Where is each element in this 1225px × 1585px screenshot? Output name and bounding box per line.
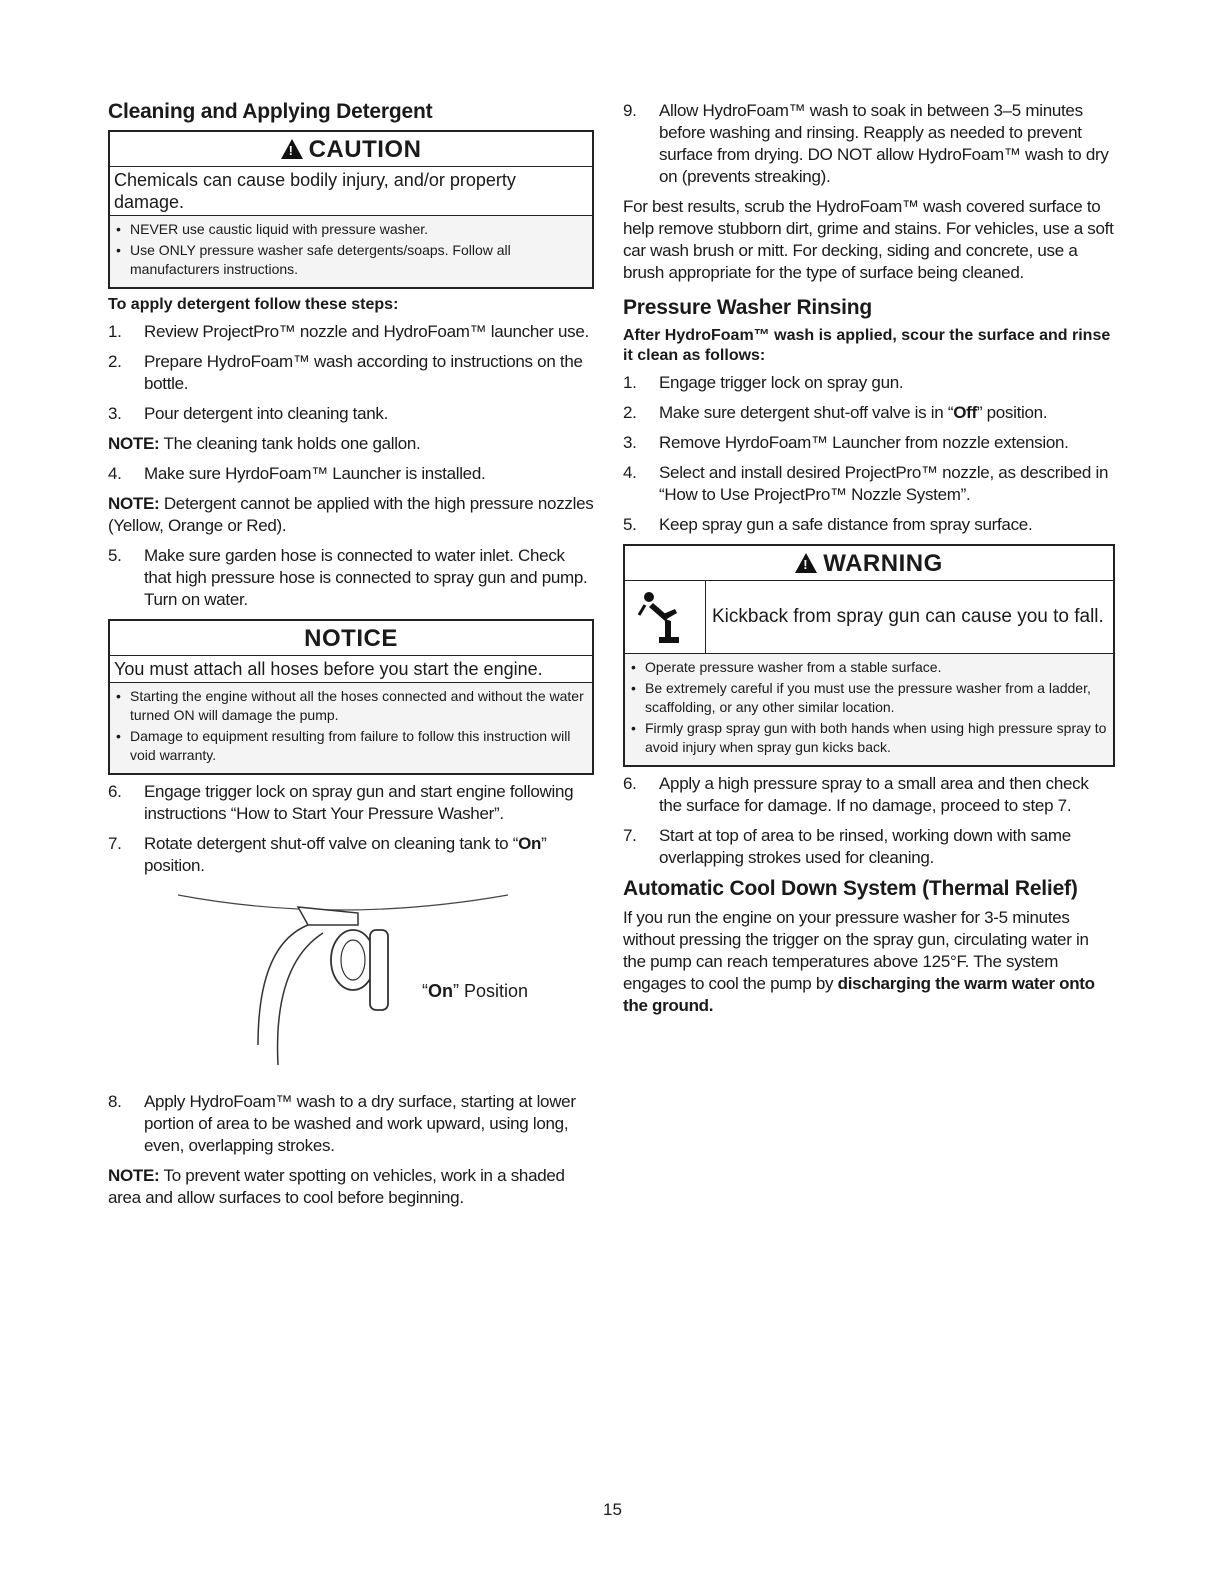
bullet-icon: • [631,720,636,736]
notice-box [108,619,594,775]
warning-title [625,546,1113,581]
best-results-paragraph: For best results, scrub the HydroFoam™ wash covered surface to help remove stubborn dirt, grime and stains. For vehicles, use a soft car wash brush or mitt. For decking, siding and concrete, use a brush appropriate for the type of surface being cleaned. [623,197,1114,282]
thermal-text-bold: discharging the warm water onto the ground. [623,974,1095,1015]
caution-title-text: CAUTION [308,136,422,163]
step-number: 6. [623,774,637,793]
list-item [108,403,594,425]
label-part: ” Position [453,981,529,1001]
falling-person-icon [625,581,706,653]
caution-title [110,132,592,167]
notice-lead: You must attach all hoses before you start the engine. [110,656,592,683]
thermal-text: If you run the engine on your pressure washer for 3-5 minutes without pressing the trigger on the spray gun, circulating water in the pump can reach temperatures above 125°F. The system engages to cool the pump by [623,908,1089,993]
list-item [623,432,1115,454]
hazard-row [625,581,1113,654]
section-heading-rinsing: Pressure Washer Rinsing [623,296,873,319]
list-item [108,321,594,343]
note-label: NOTE: [108,494,160,513]
caution-box [108,130,594,289]
bullet-item [116,241,586,279]
bullet-item [631,658,1107,677]
bullet-item [116,687,586,725]
step-text: Engage trigger lock on spray gun and start engine following instructions “How to Start Your Pressure Washer”. [144,782,574,823]
bullet-text: Operate pressure washer from a stable surface. [645,659,942,675]
step-text-part: Make sure detergent shut-off valve is in “ [659,403,954,422]
step-text-part: ” position. [976,403,1048,422]
steps-intro: To apply detergent follow these steps: [108,296,399,313]
step-number: 3. [108,404,122,423]
step-number: 3. [623,433,637,452]
list-item [623,825,1115,869]
step-text: Remove HyrdoFoam™ Launcher from nozzle extension. [659,433,1069,452]
step-number: 7. [108,834,122,853]
bullet-item [631,679,1107,717]
list-item [108,781,594,825]
step-number: 4. [108,464,122,483]
section-heading-thermal: Automatic Cool Down System (Thermal Relief) [623,877,1078,900]
step-text: Select and install desired ProjectPro™ nozzle, as described in “How to Use ProjectPro™ Nozzle System”. [659,463,1109,504]
step-number: 2. [623,403,637,422]
step-number: 4. [623,463,637,482]
step-text: Engage trigger lock on spray gun. [659,373,904,392]
note-paragraph [108,1165,594,1209]
steps-list-a [108,321,594,611]
note-paragraph [108,493,594,537]
bullet-text: NEVER use caustic liquid with pressure washer. [130,221,429,237]
list-item [108,545,594,611]
list-item [108,463,594,485]
step-text: Review ProjectPro™ nozzle and HydroFoam™ launcher use. [144,322,589,341]
caution-lead: Chemicals can cause bodily injury, and/or property damage. [110,167,592,216]
step-number: 5. [623,515,637,534]
bullet-text: Firmly grasp spray gun with both hands when using high pressure spray to avoid injury when spray gun kicks back. [645,720,1107,755]
section-heading-cleaning: Cleaning and Applying Detergent [108,100,433,123]
list-item [623,773,1115,817]
on-position-label [422,981,528,1002]
label-part: “ [422,981,428,1001]
note-label: NOTE: [108,1166,160,1185]
step-number: 6. [108,782,122,801]
falling-person-svg [635,587,695,647]
step-text: Allow HydroFoam™ wash to soak in between 3–5 minutes before washing and rinsing. Reapply as needed to prevent surface from drying. DO NOT allow HydroFoam™ wash to dry on (prevents streaking). [659,101,1109,186]
notice-bullets [110,683,592,773]
step-text: Start at top of area to be rinsed, working down with same overlapping strokes used for cleaning. [659,826,1071,867]
warning-triangle-icon [795,553,817,573]
list-item [108,351,594,395]
thermal-paragraph [623,907,1115,1017]
hazard-text: Kickback from spray gun can cause you to fall. [712,606,1104,627]
bullet-icon: • [116,728,121,744]
step-text [144,833,594,877]
warning-title-text: WARNING [823,550,943,577]
list-item [623,514,1115,536]
bullet-text: Starting the engine without all the hoses connected and without the water turned ON will damage the pump. [130,688,584,723]
note-text: To prevent water spotting on vehicles, work in a shaded area and allow surfaces to cool before beginning. [108,1166,565,1207]
step9-block [623,100,1115,284]
rinse-steps-b [623,773,1115,869]
rinse-steps [623,372,1115,536]
step-text: Apply a high pressure spray to a small area and then check the surface for damage. If no damage, proceed to step 7. [659,774,1089,815]
right-column [623,100,1115,1017]
step-text: Apply HydroFoam™ wash to a dry surface, starting at lower portion of area to be washed and work upward, using long, even, overlapping strokes. [144,1092,576,1155]
step-text-bold: On [518,834,542,853]
step-text: Keep spray gun a safe distance from spray surface. [659,515,1033,534]
steps-list-c [108,1091,594,1209]
bullet-icon: • [116,688,121,704]
bullet-icon: • [631,680,636,696]
step-number: 9. [623,101,637,120]
caution-bullets [110,216,592,287]
note-text: The cleaning tank holds one gallon. [159,434,421,453]
bullet-item [116,727,586,765]
step-text: Prepare HydroFoam™ wash according to instructions on the bottle. [144,352,583,393]
warning-box [623,544,1115,767]
note-label: NOTE: [108,434,160,453]
rinse-intro: After HydroFoam™ wash is applied, scour the surface and rinse it clean as follows: [623,327,1111,364]
notice-title: NOTICE [110,621,592,656]
step-number: 8. [108,1092,122,1111]
bullet-icon: • [631,659,636,675]
note-paragraph [108,433,594,455]
bullet-icon: • [116,242,121,258]
warning-bullets [625,654,1113,765]
list-item [623,462,1115,506]
page-number: 15 [603,1500,622,1519]
step-number: 5. [108,546,122,565]
step-text: Pour detergent into cleaning tank. [144,404,389,423]
step-text: Make sure HyrdoFoam™ Launcher is installed. [144,464,486,483]
bullet-text: Use ONLY pressure washer safe detergents/soaps. Follow all manufacturers instructions. [130,242,511,277]
steps-list-b [108,781,594,877]
step-number: 1. [623,373,637,392]
label-bold: On [428,981,453,1001]
note-text: Detergent cannot be applied with the high pressure nozzles (Yellow, Orange or Red). [108,494,594,535]
bullet-text: Be extremely careful if you must use the pressure washer from a ladder, scaffolding, or any other similar location. [645,680,1091,715]
step-text-part: Rotate detergent shut-off valve on cleaning tank to “ [144,834,519,853]
list-item [623,372,1115,394]
step-number: 1. [108,322,122,341]
list-item [108,833,594,877]
left-column [108,100,594,1209]
bullet-item [631,719,1107,757]
list-item [108,1091,594,1157]
step-number: 2. [108,352,122,371]
bullet-icon: • [116,221,121,237]
list-item [623,402,1115,424]
step-text: Make sure garden hose is connected to water inlet. Check that high pressure hose is connected to spray gun and pump. Turn on water. [144,546,588,609]
step-text-part: ” position. [144,834,547,875]
step-text [659,402,1115,424]
valve-figure [108,885,594,1085]
step-text-bold: Off [953,403,977,422]
step-number: 7. [623,826,637,845]
bullet-text: Damage to equipment resulting from failure to follow this instruction will void warranty. [130,728,571,763]
list-item [623,100,1115,188]
bullet-item [116,220,586,239]
warning-triangle-icon [281,139,303,159]
